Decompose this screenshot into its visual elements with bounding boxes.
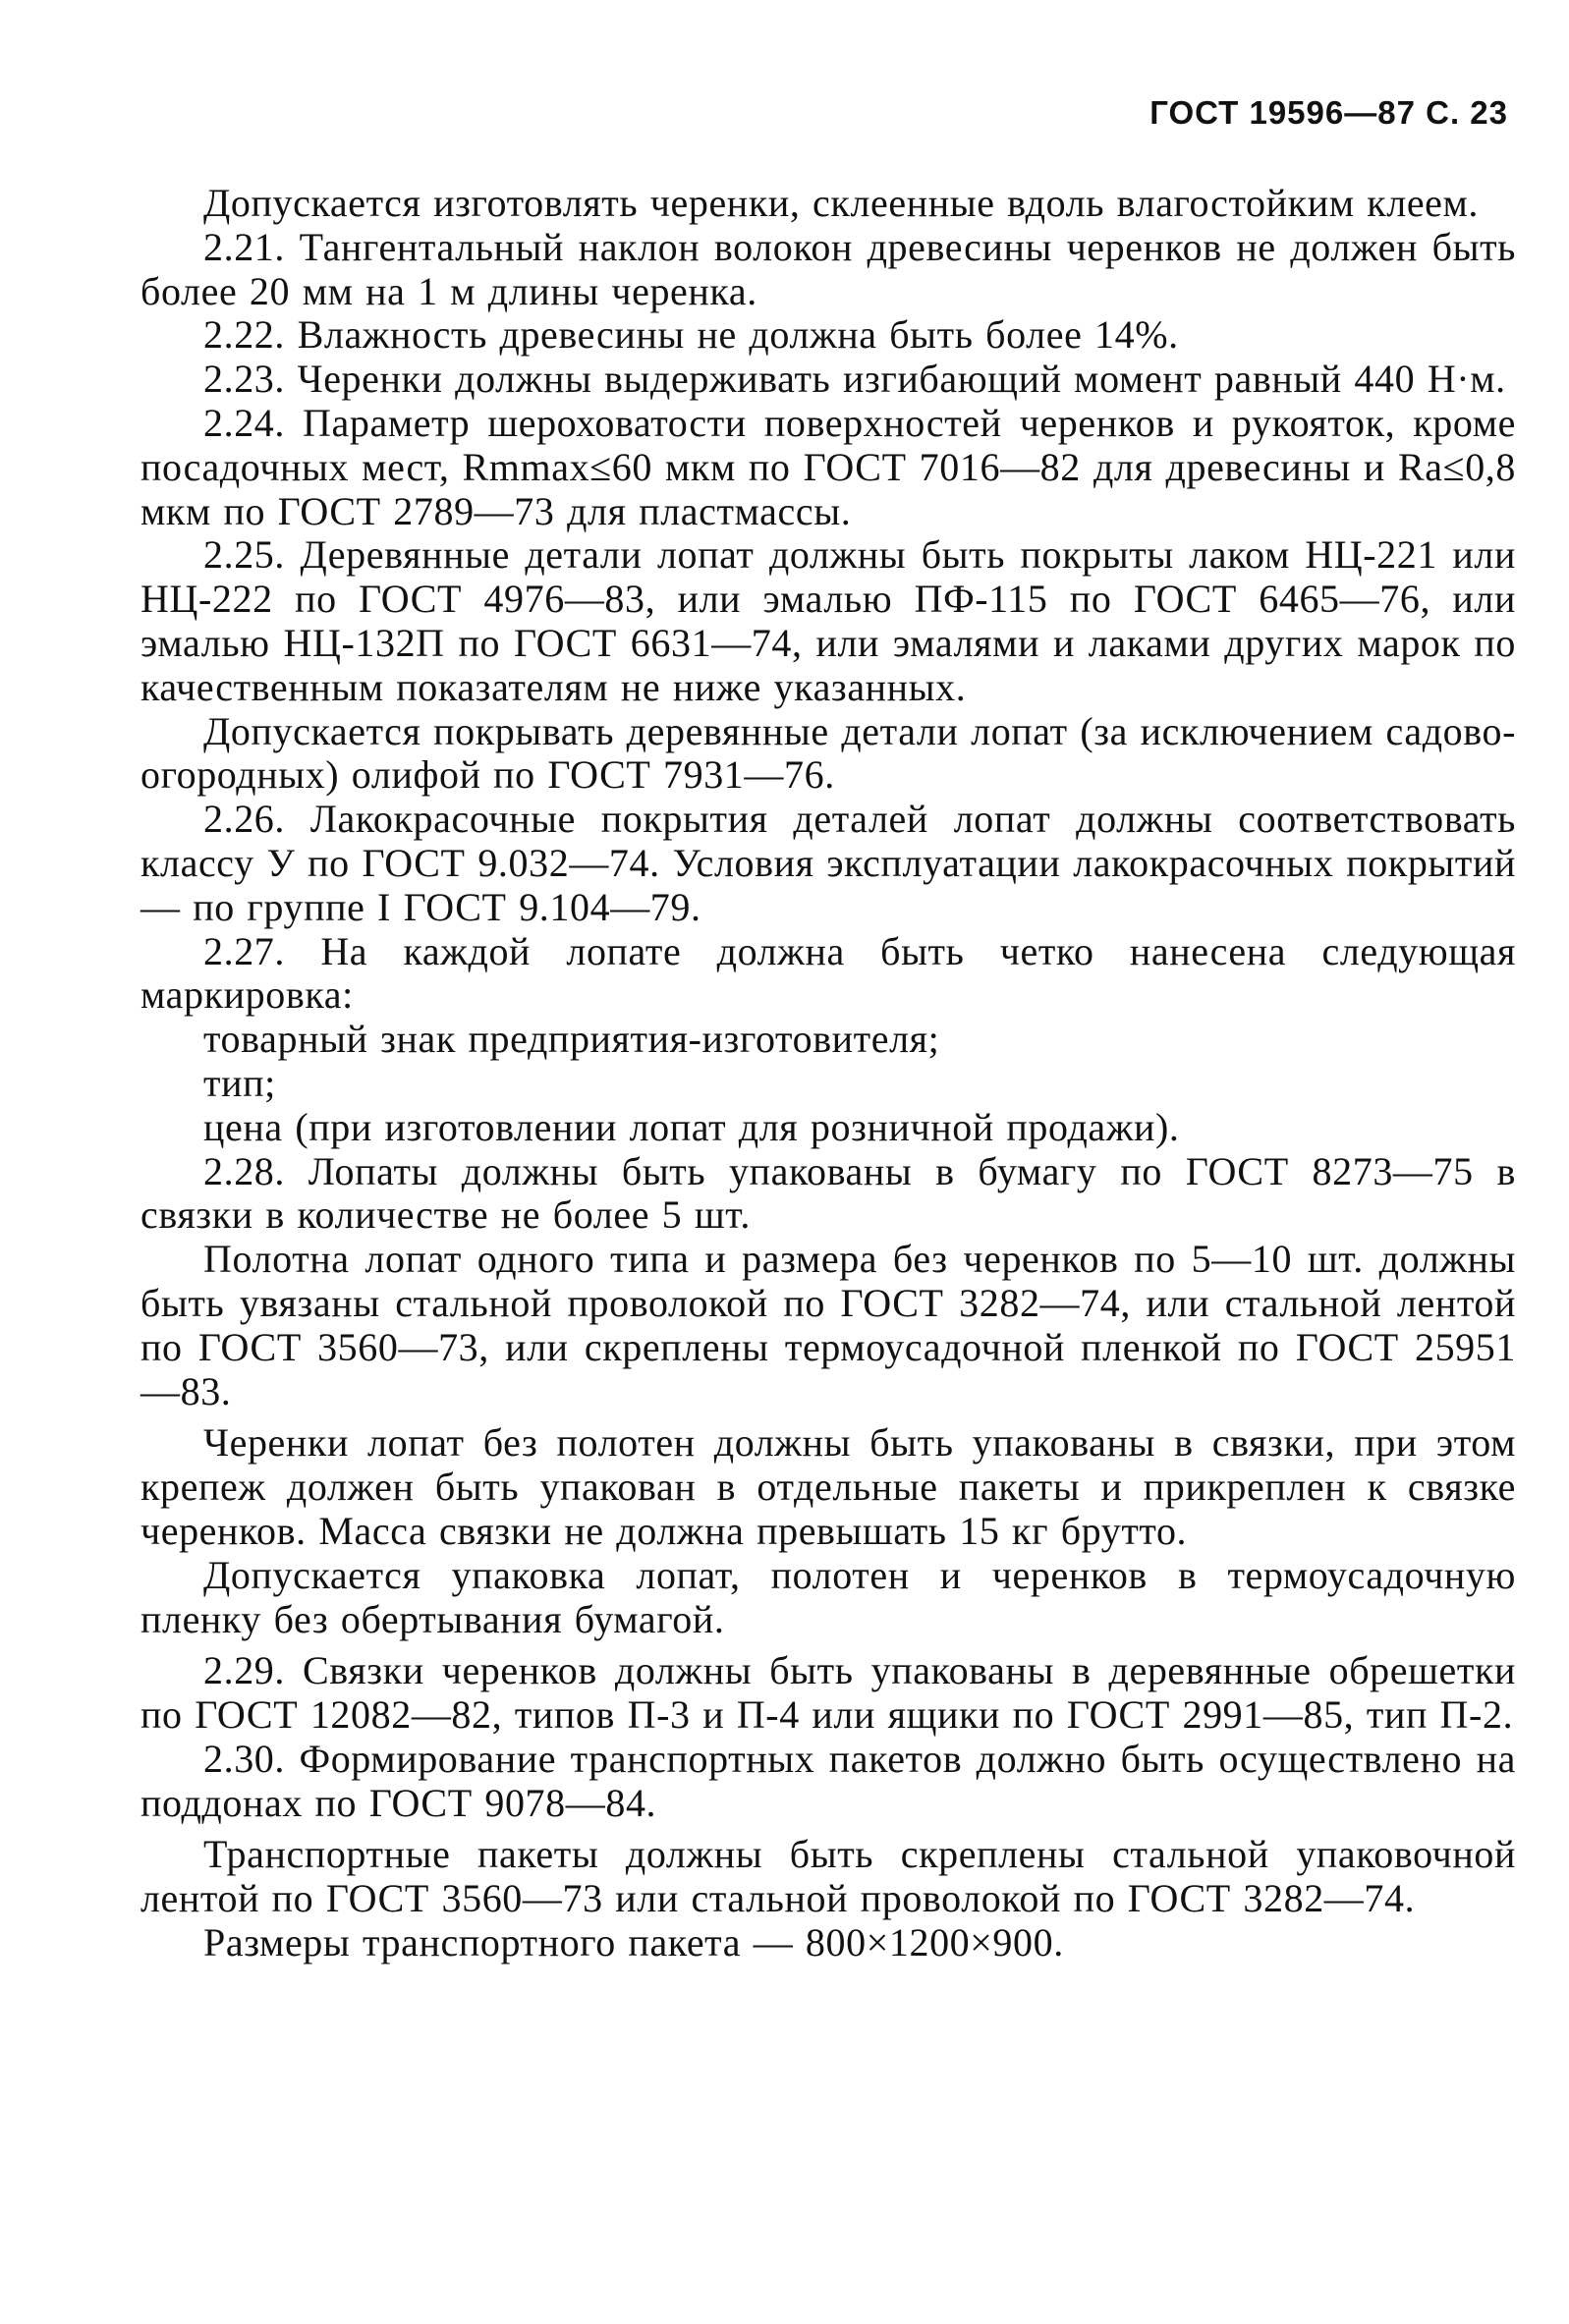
running-header: ГОСТ 19596—87 С. 23 [1149, 94, 1508, 131]
paragraph-package-dimensions: Размеры транспортного пакета — 800×1200×900. [203, 1920, 1064, 1965]
paragraph-2-30-pallets: 2.30. Формирование транспортных пакетов должно быть осуществлено на поддонах по ГОСТ 9078—84. [140, 1736, 1516, 1825]
paragraph-drying-oil: Допускается покрывать деревянные детали лопат (за исключением садово-огородных) олифой по ГОСТ 7931—76. [140, 708, 1516, 798]
paragraph-2-22-moisture: 2.22. Влажность древесины не должна быть более 14%. [203, 312, 1179, 358]
paragraph-2-23-bending-moment: 2.23. Черенки должны выдерживать изгибающий момент равный 440 Н·м. [203, 357, 1506, 402]
paragraph-shrink-film: Допускается упаковка лопат, полотен и черенков в термоусадочную пленку без обертывания бумагой. [140, 1552, 1516, 1641]
paragraph-2-29-crates: 2.29. Связки черенков должны быть упакованы в деревянные обрешетки по ГОСТ 12082—82, типов П-3 и П-4 или ящики по ГОСТ 2991—85, тип П-2. [140, 1648, 1516, 1738]
paragraph-2-25-coatings: 2.25. Деревянные детали лопат должны быть покрыты лаком НЦ-221 или НЦ-222 по ГОСТ 4976—83, или эмалью ПФ-115 по ГОСТ 6465—76, или эмалью НЦ-132П по ГОСТ 6631—74, или эмалями и лаками других марок по качественным показателям не ниже указанных. [140, 532, 1516, 709]
marking-item-price: цена (при изготовлении лопат для розничной продажи). [203, 1104, 1180, 1149]
paragraph-2-27-marking: 2.27. На каждой лопате должна быть четко нанесена следующая маркировка: [140, 928, 1516, 1018]
marking-item-trademark: товарный знак предприятия-изготовителя; [203, 1017, 940, 1062]
paragraph-blades-bundling: Полотна лопат одного типа и размера без черенков по 5—10 шт. должны быть увязаны стальной проволокой по ГОСТ 3282—74, или стальной лентой по ГОСТ 3560—73, или скреплены термоусадочной пленкой по ГОСТ 25951—83. [140, 1237, 1516, 1413]
paragraph-2-21-grain-slope: 2.21. Тангентальный наклон волокон древесины черенков не должен быть более 20 мм на 1 м длины черенка. [140, 224, 1516, 313]
paragraph-glued-handles: Допускается изготовлять черенки, склеенные вдоль влагостойким клеем. [203, 181, 1480, 225]
paragraph-2-24-roughness: 2.24. Параметр шероховатости поверхностей черенков и рукояток, кроме посадочных мест, Rmmax≤60 мкм по ГОСТ 7016—82 для древесины и Ra≤0,8 мкм по ГОСТ 2789—73 для пластмассы. [140, 400, 1516, 533]
marking-item-type: тип; [203, 1060, 276, 1105]
body-text [140, 182, 1516, 1965]
paragraph-transport-strapping: Транспортные пакеты должны быть скреплены стальной упаковочной лентой по ГОСТ 3560—73 или стальной проволокой по ГОСТ 3282—74. [140, 1832, 1516, 1921]
paragraph-2-28-packing: 2.28. Лопаты должны быть упакованы в бумагу по ГОСТ 8273—75 в связки в количестве не более 5 шт. [140, 1148, 1516, 1238]
paragraph-handles-bundling: Черенки лопат без полотен должны быть упакованы в связки, при этом крепеж должен быть упакован в отдельные пакеты и прикреплен к связке черенков. Масса связки не должна превышать 15 кг брутто. [140, 1420, 1516, 1553]
paragraph-2-26-paint-class: 2.26. Лакокрасочные покрытия деталей лопат должны соответствовать классу У по ГОСТ 9.032—74. Условия эксплуатации лакокрасочных покрытий — по группе I ГОСТ 9.104—79. [140, 797, 1516, 929]
